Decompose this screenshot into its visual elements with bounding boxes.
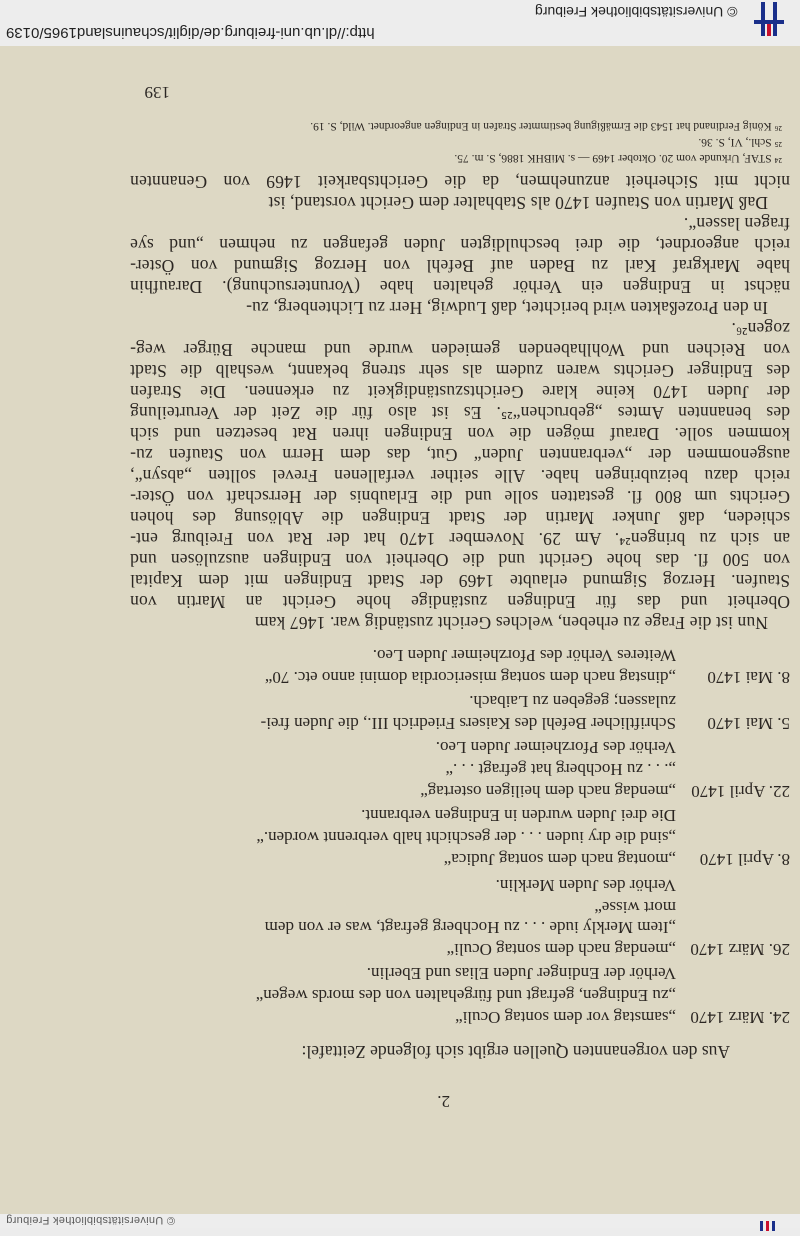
- entry-date: 22. April 1470: [691, 782, 790, 801]
- body-line: habe Markgraf Karl zu Baden auf Befehl von Herzog Sigmund von Öster-: [130, 256, 790, 276]
- scanned-page: [0, 46, 800, 1214]
- document-url[interactable]: http://dl.ub.uni-freiburg.de/diglit/schauinsland1965/0139: [6, 24, 375, 41]
- entry-line: Schriftlicher Befehl des Kaisers Friedrich III., die Juden frei-: [260, 714, 676, 733]
- entry-line: Verhör des Pforzheimer Juden Leo.: [435, 738, 676, 757]
- entry-line: „montag nach dem sontag Judica“: [443, 850, 676, 869]
- viewer-header: [0, 0, 800, 47]
- body-line: zogen²⁶.: [731, 319, 790, 339]
- section-number: 2.: [437, 1092, 450, 1111]
- footer-credit: © Universitätsbibliothek Freiburg: [6, 1214, 176, 1226]
- body-line: nicht mit Sicherheit anzunehmen, da die Gerichtsbarkeit 1469 von Genannten: [130, 172, 790, 192]
- entry-date: 8. April 1470: [699, 850, 790, 869]
- entry-line: „mendag nach dem heiligen ostertag“: [420, 782, 676, 801]
- body-line: Gerichts um 800 fl. gestatten solle und die Erlaubnis der Herrschaft von Öster-: [130, 487, 790, 507]
- entry-line: „. . . zu Hochberg hat gefragt . . .“: [445, 760, 676, 779]
- body-line: In den Prozeßakten wird berichtet, daß Ludwig, Herr zu Lichtenberg, zu-: [245, 298, 768, 318]
- body-line: Daß Martin von Staufen 1470 als Stabhalter dem Gericht vorstand, ist: [268, 193, 768, 213]
- body-line: nächst in Endingen ein Verhör gehalten habe (Voruntersuchung). Daraufhin: [130, 277, 790, 297]
- viewer-footer: [0, 1214, 800, 1228]
- body-line: Oberheit und das für Endingen zuständige hohe Gericht an Martin von: [130, 592, 790, 612]
- body-line: schieden, daß Junker Martin der Stadt Endingen die Ablösung des hohen: [130, 508, 790, 528]
- entry-line: Verhör des Juden Merklin.: [495, 876, 676, 895]
- body-line: von Reichen und Wohlhabenden gemieden wurde und manche Bürger weg-: [130, 340, 790, 360]
- entry-date: 8. Mai 1470: [707, 668, 790, 687]
- library-credit: © Universitätsbibliothek Freiburg: [535, 4, 738, 20]
- entry-date: 5. Mai 1470: [707, 714, 790, 733]
- body-line: Nun ist die Frage zu erheben, welches Gericht zuständig war. 1467 kam: [254, 613, 768, 633]
- entry-line: zulassen; gegeben zu Laibach.: [469, 692, 676, 711]
- footnote: ²⁶ König Ferdinand hat 1543 die Ermäßigung bestimmter Strafen in Endingen angeordnet. Wild, S. 19.: [310, 120, 782, 132]
- body-line: des benannten Amtes „gebruchen“²⁵. Es ist also für die Zeit der Verurteilung: [130, 403, 790, 423]
- body-line: Staufen. Herzog Sigmund erlaubte 1469 der Stadt Endingen mit dem Kapital: [130, 571, 790, 591]
- entry-line: „samstag vor dem sontag Oculi“: [455, 1008, 676, 1027]
- footnote: ²⁴ STAF, Urkunde vom 20. Oktober 1469 — s. MiBHK 1886, S. m. 75.: [454, 152, 782, 164]
- body-line: an sich zu bringen²⁴. Am 29. November 1470 hat der Rat von Freiburg ent-: [130, 529, 790, 549]
- footnote: ²⁵ Schl., VI, S. 36.: [698, 136, 782, 148]
- entry-line: mort wisse“: [594, 898, 676, 917]
- body-line: fragen lassen“.: [683, 214, 790, 234]
- entry-line: „dinstag nach dem sontag misericordia domini anno etc. 70“: [264, 668, 676, 687]
- page-number: 139: [144, 83, 170, 102]
- entry-date: 26. März 1470: [690, 940, 790, 959]
- entry-line: „Item Merkly iude . . . zu Hochberg gefragt, was er von dem: [264, 918, 676, 937]
- body-line: ausgenommen der „verbrannten Juden“ Gut, das dem Herrn von Staufen zu-: [130, 445, 790, 465]
- footer-logo-icon: [756, 1218, 780, 1228]
- entry-line: Weiteres Verhör des Pforzheimer Juden Leo.: [372, 646, 676, 665]
- entry-line: „sind die dry iuden . . . der geschicht halb verbrennt worden.“: [256, 828, 676, 847]
- body-line: von 500 fl. das hohe Gericht und die Oberheit von Endingen auszulösen und: [130, 550, 790, 570]
- entry-line: Die drei Juden wurden in Endingen verbrannt.: [361, 806, 676, 825]
- entry-line: „mendag nach dem sontag Oculi“: [446, 940, 676, 959]
- body-line: kommen solle. Darauf mögen die von Endingen ihren Rat besetzen und sich: [130, 424, 790, 444]
- body-line: der Juden 1470 keine klare Gerichtszuständigkeit zu erkennen. Die Strafen: [130, 382, 790, 402]
- body-line: des Endinger Gerichts waren zudem als sehr streng bekannt, weshalb die Stadt: [130, 361, 790, 381]
- entry-date: 24. März 1470: [690, 1008, 790, 1027]
- intro-line: Aus den vorgenannten Quellen ergibt sich folgende Zeittafel:: [301, 1042, 730, 1062]
- body-line: reich angeordnet, die drei beschuldigten Juden gefangen zu nehmen „und sye: [130, 235, 790, 255]
- body-line: reich dazu beizubringen habe. Alle seither verfallenen Frevel sollten „absyn“,: [130, 466, 790, 486]
- entry-line: „zu Endingen, gefragt und fürgehalten von des mords wegen“: [255, 986, 676, 1005]
- library-logo-icon: [748, 0, 788, 44]
- entry-line: Verhör der Endinger Juden Elias und Eberlin.: [366, 964, 676, 983]
